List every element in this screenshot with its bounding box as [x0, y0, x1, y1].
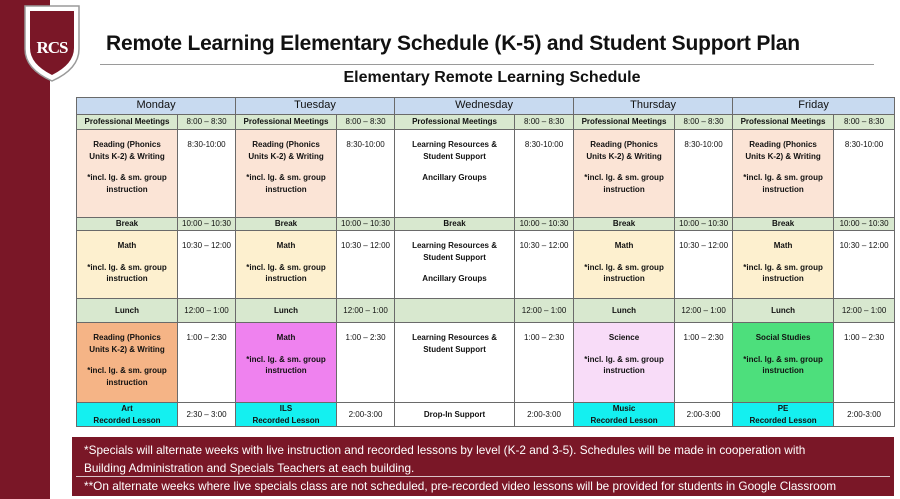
lunch-cell: Lunch: [733, 298, 834, 322]
math-time: 10:30 – 12:00: [834, 230, 895, 298]
reading-time: 8:30-10:00: [337, 129, 395, 217]
math-cell: Math *incl. lg. & sm. group instruction: [236, 230, 337, 298]
footer-notes: [72, 437, 894, 496]
lunch-row: [77, 298, 895, 322]
specials-music-cell: Music Recorded Lesson: [574, 402, 675, 426]
break-time: 10:00 – 10:30: [515, 217, 574, 230]
afternoon-time: 1:00 – 2:30: [337, 322, 395, 402]
break-cell: Break: [236, 217, 337, 230]
specials-time: 2:00-3:00: [675, 402, 733, 426]
prof-meetings-cell: Professional Meetings: [574, 114, 675, 129]
math-time: 10:30 – 12:00: [515, 230, 574, 298]
math-cell: Math *incl. lg. & sm. group instruction: [574, 230, 675, 298]
reading-cell: Reading (Phonics Units K-2) & Writing *incl. lg. & sm. group instruction: [77, 129, 178, 217]
math-cell: Math *incl. lg. & sm. group instruction: [733, 230, 834, 298]
prof-meetings-time: 8:00 – 8:30: [834, 114, 895, 129]
afternoon-time: 1:00 – 2:30: [675, 322, 733, 402]
footer-note-line: Building Administration and Specials Teachers at each building.: [84, 461, 415, 475]
break-time: 10:00 – 10:30: [178, 217, 236, 230]
day-header: Tuesday: [236, 98, 395, 115]
title-divider: [100, 64, 874, 65]
lunch-time: 12:00 – 1:00: [675, 298, 733, 322]
math-time: 10:30 – 12:00: [178, 230, 236, 298]
specials-time: 2:00-3:00: [834, 402, 895, 426]
prof-meetings-time: 8:00 – 8:30: [178, 114, 236, 129]
prof-meetings-cell: Professional Meetings: [395, 114, 515, 129]
specials-row: [77, 402, 895, 426]
break-time: 10:00 – 10:30: [834, 217, 895, 230]
prof-meetings-time: 8:00 – 8:30: [515, 114, 574, 129]
footer-note-line: *Specials will alternate weeks with live instruction and recorded lessons by level (K-2 and 3-5). Schedules will be made in cooperation with: [84, 443, 806, 457]
specials-time: 2:30 – 3:00: [178, 402, 236, 426]
reading-cell: Reading (Phonics Units K-2) & Writing *incl. lg. & sm. group instruction: [77, 322, 178, 402]
lunch-time: 12:00 – 1:00: [834, 298, 895, 322]
specials-ils-cell: ILS Recorded Lesson: [236, 402, 337, 426]
reading-time: 8:30-10:00: [675, 129, 733, 217]
day-header: Friday: [733, 98, 895, 115]
lunch-cell-empty: [395, 298, 515, 322]
prof-meetings-cell: Professional Meetings: [733, 114, 834, 129]
drop-in-support-cell: Drop-In Support: [395, 402, 515, 426]
schedule-subtitle: Elementary Remote Learning Schedule: [343, 69, 641, 86]
schedule-table: [76, 97, 895, 427]
social-studies-cell: Social Studies *incl. lg. & sm. group instruction: [733, 322, 834, 402]
afternoon-time: 1:00 – 2:30: [515, 322, 574, 402]
prof-meetings-cell: Professional Meetings: [236, 114, 337, 129]
lunch-time: 12:00 – 1:00: [178, 298, 236, 322]
lunch-time: 12:00 – 1:00: [337, 298, 395, 322]
day-header: Thursday: [574, 98, 733, 115]
learning-resources-cell: Learning Resources & Student Support: [395, 322, 515, 402]
math-time: 10:30 – 12:00: [337, 230, 395, 298]
afternoon-time: 1:00 – 2:30: [834, 322, 895, 402]
afternoon-time: 1:00 – 2:30: [178, 322, 236, 402]
break-time: 10:00 – 10:30: [337, 217, 395, 230]
page-title: Remote Learning Elementary Schedule (K-5) and Student Support Plan: [106, 32, 800, 55]
specials-art-cell: Art Recorded Lesson: [77, 402, 178, 426]
reading-cell: Reading (Phonics Units K-2) & Writing *incl. lg. & sm. group instruction: [733, 129, 834, 217]
reading-row: [77, 129, 895, 217]
lunch-cell: Lunch: [574, 298, 675, 322]
math-row: [77, 230, 895, 298]
lunch-time: 12:00 – 1:00: [515, 298, 574, 322]
professional-meetings-row: [77, 114, 895, 129]
logo-letters: RCS: [36, 38, 68, 57]
lunch-cell: Lunch: [77, 298, 178, 322]
afternoon-row: [77, 322, 895, 402]
math-cell: Math *incl. lg. & sm. group instruction: [77, 230, 178, 298]
lunch-cell: Lunch: [236, 298, 337, 322]
footer-note-line: **On alternate weeks where live specials class are not scheduled, pre-recorded video lessons will be provided for students in Google Classroom: [84, 479, 837, 493]
prof-meetings-cell: Professional Meetings: [77, 114, 178, 129]
reading-time: 8:30-10:00: [178, 129, 236, 217]
prof-meetings-time: 8:00 – 8:30: [675, 114, 733, 129]
break-cell: Break: [574, 217, 675, 230]
math-time: 10:30 – 12:00: [675, 230, 733, 298]
break-row: [77, 217, 895, 230]
reading-cell: Reading (Phonics Units K-2) & Writing *incl. lg. & sm. group instruction: [574, 129, 675, 217]
day-header: Wednesday: [395, 98, 574, 115]
reading-time: 8:30-10:00: [515, 129, 574, 217]
learning-resources-cell: Learning Resources & Student Support Ancillary Groups: [395, 129, 515, 217]
prof-meetings-time: 8:00 – 8:30: [337, 114, 395, 129]
specials-time: 2:00-3:00: [337, 402, 395, 426]
day-header-row: [77, 98, 895, 115]
break-cell: Break: [77, 217, 178, 230]
science-cell: Science *incl. lg. & sm. group instruction: [574, 322, 675, 402]
specials-pe-cell: PE Recorded Lesson: [733, 402, 834, 426]
learning-resources-cell: Learning Resources & Student Support Ancillary Groups: [395, 230, 515, 298]
specials-time: 2:00-3:00: [515, 402, 574, 426]
reading-cell: Reading (Phonics Units K-2) & Writing *incl. lg. & sm. group instruction: [236, 129, 337, 217]
math-cell: Math *incl. lg. & sm. group instruction: [236, 322, 337, 402]
break-cell: Break: [395, 217, 515, 230]
day-header: Monday: [77, 98, 236, 115]
reading-time: 8:30-10:00: [834, 129, 895, 217]
break-cell: Break: [733, 217, 834, 230]
break-time: 10:00 – 10:30: [675, 217, 733, 230]
